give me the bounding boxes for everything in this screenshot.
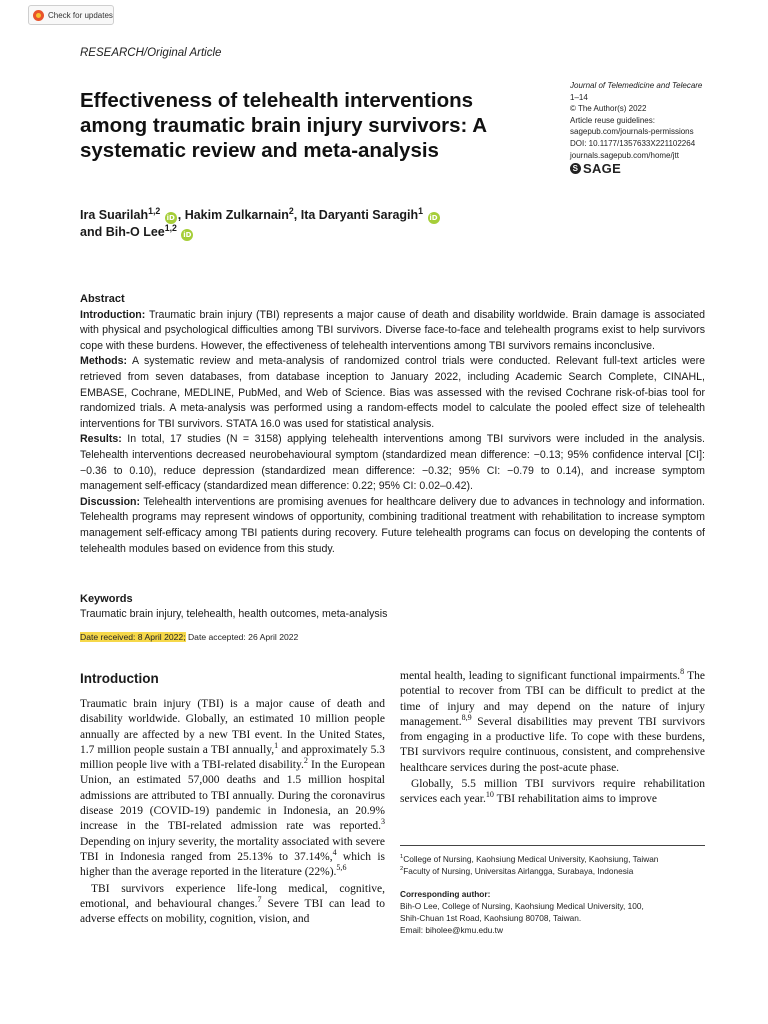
journal-home-link[interactable]: journals.sagepub.com/home/jtt xyxy=(570,150,679,160)
orcid-icon[interactable]: iD xyxy=(183,231,192,239)
publisher-name: SAGE xyxy=(583,161,622,177)
sage-logo xyxy=(570,163,740,175)
corresponding-line: Email: biholee@kmu.edu.tw xyxy=(400,925,503,935)
abstract-section xyxy=(80,308,705,355)
body-paragraph: Globally, 5.5 million TBI survivors require rehabilitation services each year.$^{10}$ TBI rehabilitation aims to improve xyxy=(400,778,705,806)
abstract-section-text: In total, 17 studies (N = 3158) applying telehealth interventions among TBI survivors were included in the analysis. Telehealth interventions decreased neurobehavioural symptom (standardized mean difference: −0.13; 95% confidence interval [CI]: −0.36 to 0.10), reduce depression (standardized mean difference: −0.32; 95% CI: −0.79 to 0.14), and increase symptom management self-efficacy (standardized mean difference: 0.22; 95% CI: 0.02–0.42). xyxy=(80,433,705,493)
citation-marker[interactable]: 8,9 xyxy=(461,713,472,723)
abstract-section-label: Discussion: xyxy=(80,495,141,508)
footnotes xyxy=(400,845,705,936)
author-name[interactable]: Ira Suarilah xyxy=(80,208,149,222)
author-affiliation-marker: 1 xyxy=(418,205,424,216)
keywords-text: Traumatic brain injury, telehealth, health outcomes, meta-analysis xyxy=(80,608,388,620)
abstract xyxy=(80,292,705,557)
citation-marker[interactable]: 1 xyxy=(274,741,279,751)
journal-pages: 1–14 xyxy=(570,92,588,102)
author-affiliation-marker: 2 xyxy=(288,205,294,216)
check-updates-icon xyxy=(33,10,44,21)
corresponding-line: Bih-O Lee, College of Nursing, Kaohsiung Medical University, 100, xyxy=(400,901,644,911)
body-column-left xyxy=(80,697,385,927)
abstract-sections xyxy=(80,308,705,558)
orcid-icon[interactable]: iD xyxy=(166,214,175,222)
copyright: © The Author(s) 2022 xyxy=(570,104,647,114)
affiliation-list xyxy=(400,853,705,877)
author-name[interactable]: Ita Daryanti Saragih xyxy=(300,208,419,222)
author-affiliation-marker: 1,2 xyxy=(164,222,177,233)
article-title: Effectiveness of telehealth interventions among traumatic brain injury survivors: A systematic review and meta-analysis xyxy=(80,89,487,162)
abstract-section-label: Introduction: xyxy=(80,308,146,321)
affiliation-footnote xyxy=(400,865,705,877)
affiliation-footnote xyxy=(400,853,705,865)
abstract-section-label: Methods: xyxy=(80,355,128,368)
affiliation-number: 2 xyxy=(400,866,404,873)
abstract-heading: Abstract xyxy=(80,293,125,305)
abstract-section-text: Traumatic brain injury (TBI) represents a major cause of death and disability worldwide. Brain damage is associated with physical and psychological difficulties among TBI survivors. Diverse face-to-face and telehealth programs exist to help survivors cope with these burdens. However, the effectiveness of telehealth interventions among TBI survivors remains inconclusive. xyxy=(80,308,705,352)
citation-marker[interactable]: 3 xyxy=(380,817,385,827)
author-affiliation-marker: 1,2 xyxy=(148,205,161,216)
date-received: Date received: 8 April 2022; xyxy=(80,632,186,642)
body-paragraph: mental health, leading to significant functional impairments.$^8$ The potential to recover from TBI can be difficult to predict at the time of injury and may depend on the nature of injury management.$^{8,9}$ Several disabilities may prevent TBI survivors from engaging in a productive life. To cope with these burdens, TBI survivors require continuous, consistent, and comprehensive healthcare services during the post-acute phase. xyxy=(400,667,706,774)
affiliation-text: Faculty of Nursing, Universitas Airlangga, Surabaya, Indonesia xyxy=(403,866,634,876)
body-column-right xyxy=(400,669,705,808)
sage-logo-icon: S xyxy=(570,163,581,174)
citation-marker[interactable]: 7 xyxy=(257,895,262,905)
abstract-section xyxy=(80,495,705,557)
orcid-icon[interactable]: iD xyxy=(429,214,438,222)
reuse-guidelines: Article reuse guidelines: xyxy=(570,115,655,125)
abstract-section xyxy=(80,432,705,494)
citation-marker[interactable]: 10 xyxy=(485,790,494,800)
body-paragraph: Traumatic brain injury (TBI) is a major cause of death and disability worldwide. Globally, an estimated 10 million people annually are affected by a new TBI event. In the United States, 1.7 million people sustain a TBI annually,$^1$ and approximately 5.3 million people live with a TBI-related disability.$^2$ In the European Union, an estimated 57,000 deaths and 1.5 million hospital admissions are attributed to TBI annually. During the coronavirus disease 2019 (COVID-19) pandemic in Indonesia, an 20.9% increase in the TBI-related admission rate was reported.$^3$ Depending on injury severity, the mortality associated with severe TBI in Indonesia ranged from 25.13% to 37.14%,$^4$ which is higher than the average reported in the literature (22%).$^{5,6}$ xyxy=(80,698,385,879)
badge-label: Check for updates xyxy=(48,10,113,20)
affiliation-text: College of Nursing, Kaohsiung Medical University, Kaohsiung, Taiwan xyxy=(403,854,659,864)
author-name[interactable]: and Bih-O Lee xyxy=(80,225,165,239)
corresponding-author-details xyxy=(400,900,705,936)
citation-marker[interactable]: 4 xyxy=(332,848,337,858)
doi[interactable]: DOI: 10.1177/1357633X221102264 xyxy=(570,138,696,148)
citation-marker[interactable]: 8 xyxy=(680,667,685,677)
keywords-heading: Keywords xyxy=(80,593,133,605)
corresponding-author-title: Corresponding author: xyxy=(400,889,491,899)
author-list: Ira Suarilah$^{1,2}$ iD , Hakim Zulkarnain$^2$, Ita Daryanti Saragih$^1$ iD and Bih-O Lee$^{1,2}$ iD xyxy=(80,205,438,239)
citation-marker[interactable]: 5,6 xyxy=(336,863,347,873)
abstract-section-text: A systematic review and meta-analysis of randomized control trials were conducted. Relevant full-text articles were retrieved from seven databases, from database inception to January 2022, including Academic Search Complete, CINAHL, EMBASE, Cochrane, MEDLINE, PubMed, and Web of Science. Bias was assessed with the revised Cochrane risk-of-bias tool for randomized trials. A meta-analysis was performed using a random-effects model to calculate the pooled effect size of telehealth interventions for TBI survivors. STATA 16.0 was used for statistical analysis. xyxy=(80,355,706,430)
introduction-heading: Introduction xyxy=(80,671,159,686)
article-dates xyxy=(80,632,298,642)
abstract-section-text: Telehealth interventions are promising avenues for healthcare delivery due to advances in technology and information. Telehealth programs may represent windows of opportunity, combining traditional treatment with rehabilitation to increase symptom management self-efficacy among TBI patients during recovery. Future telehealth programs can focus on developing the contents of telehealth modules based on evidence from this study. xyxy=(80,495,705,555)
permissions-link[interactable]: sagepub.com/journals-permissions xyxy=(570,127,694,137)
affiliation-number: 1 xyxy=(400,854,404,861)
date-accepted: Date accepted: 26 April 2022 xyxy=(187,632,299,642)
author-name[interactable]: Hakim Zulkarnain xyxy=(184,208,289,222)
journal-name: Journal of Telemedicine and Telecare xyxy=(570,81,703,90)
keywords xyxy=(80,592,705,622)
citation-marker[interactable]: 2 xyxy=(303,756,308,766)
journal-info xyxy=(570,80,740,175)
body-paragraph: TBI survivors experience life-long medical, cognitive, emotional, and behavioural changes.$^7$ Severe TBI can lead to adverse effects on mobility, cognition, vision, and xyxy=(80,882,385,926)
section-label: RESEARCH/Original Article xyxy=(80,47,222,59)
check-for-updates-badge[interactable] xyxy=(28,5,114,25)
corresponding-line: Shih-Chuan 1st Road, Kaohsiung 80708, Taiwan. xyxy=(400,913,582,923)
abstract-section-label: Results: xyxy=(80,433,122,446)
abstract-section xyxy=(80,354,705,432)
